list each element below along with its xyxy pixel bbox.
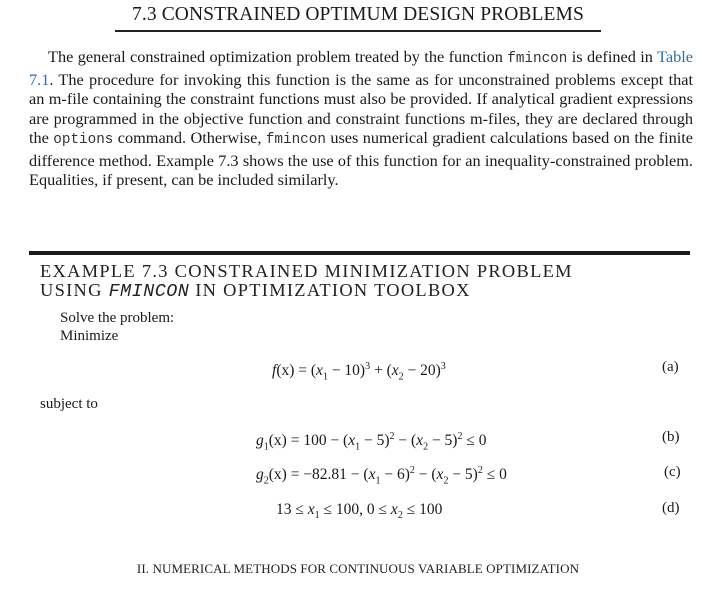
equation-b-label: (b) <box>662 429 680 445</box>
section-title: 7.3 CONSTRAINED OPTIMUM DESIGN PROBLEMS <box>132 4 584 25</box>
equation-d: $13 \le x_1 \le 100$, $0 \le x_2 \le 100$ <box>276 501 443 522</box>
subject-to-label: subject to <box>40 396 98 412</box>
equation-c-label: (c) <box>664 464 681 480</box>
equation-d-label: (d) <box>662 500 680 516</box>
solve-label: Solve the problem: <box>60 310 175 326</box>
minimize-label: Minimize <box>60 328 119 344</box>
title-underline <box>115 30 601 32</box>
equation-b: $g_1(x) = 100 - (x_1 - 5)^2 - (x_2 - 5)^2 \le 0$ <box>256 431 487 453</box>
example-title-line1: EXAMPLE 7.3 CONSTRAINED MINIMIZATION PROBLEM <box>40 261 573 281</box>
table-link[interactable]: Table 7.1 <box>29 47 693 89</box>
code-options: options <box>53 132 114 148</box>
example-title <box>40 262 680 301</box>
example-top-rule <box>29 251 690 255</box>
body-paragraph: The general constrained optimization problem treated by the function fmincon is defined in Table 7.1. The procedure for invoking this function is the same as for unconstrained problems except that an m-file containing the constraint functions must also be provided. If analytical gradient expressions are programmed in the objective function and constraint functions m-files, they are declared through the options command. Otherwise, fmincon uses numerical gradient calculations based on the finite difference method. Example 7.3 shows the use of this function for an inequality-constrained problem. Equalities, if present, can be included similarly. <box>29 47 693 189</box>
code-fmincon-2: fmincon <box>265 132 326 148</box>
equation-a-label: (a) <box>662 359 679 375</box>
equation-a: $f(x) = (x_1 - 10)^3 + (x_2 - 20)^3$ <box>272 361 446 383</box>
example-title-code: FMINCON <box>108 281 190 302</box>
equation-c: $g_2(x) = -82.81 - (x_1 - 6)^2 - (x_2 - 5)^2 \le 0$ <box>256 465 507 487</box>
code-fmincon: fmincon <box>507 51 568 67</box>
example-title-line2: USING FMINCON IN OPTIMIZATION TOOLBOX <box>40 280 471 302</box>
page-footer: II. NUMERICAL METHODS FOR CONTINUOUS VARIABLE OPTIMIZATION <box>136 561 580 576</box>
